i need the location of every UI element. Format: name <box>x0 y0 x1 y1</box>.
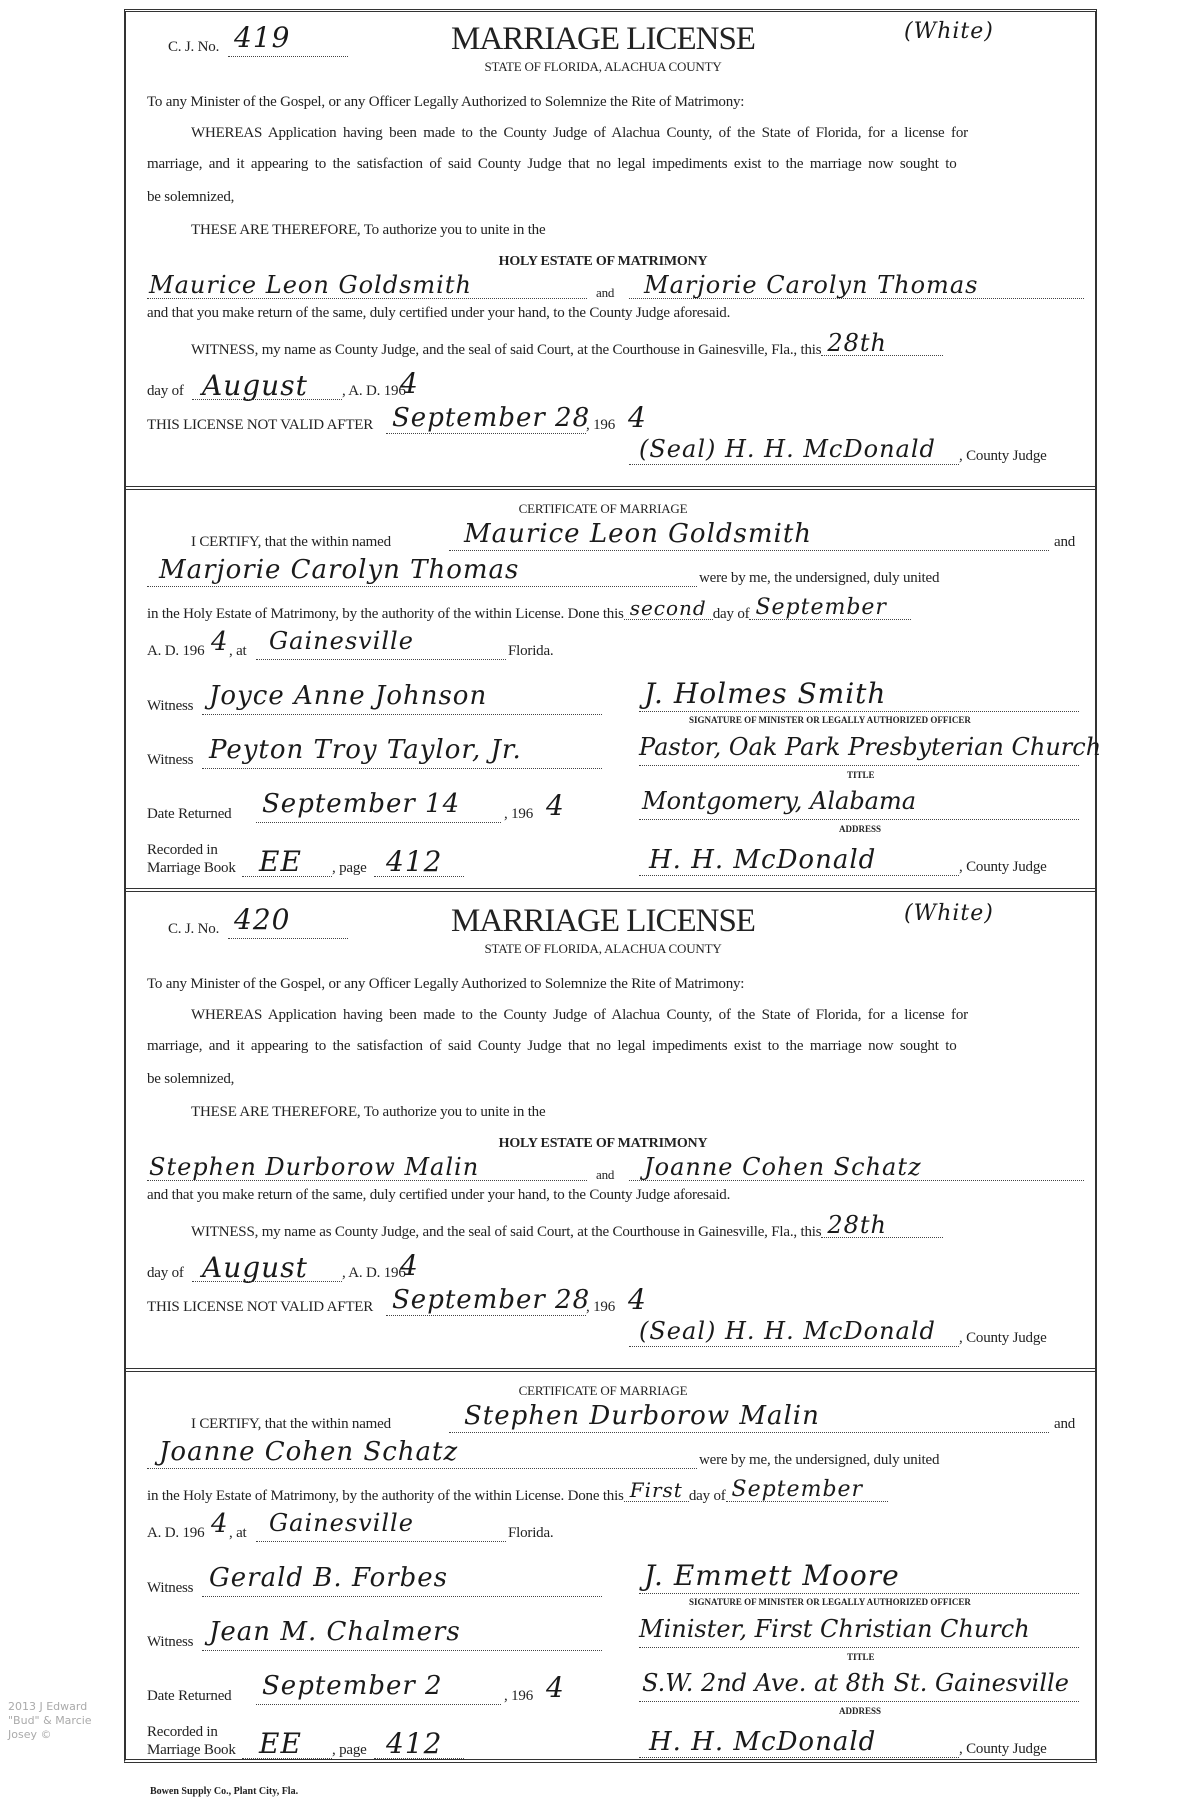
officiant-signature: J. Holmes Smith <box>644 677 887 710</box>
page-value: 412 <box>386 845 443 878</box>
cj-no-value: 420 <box>234 903 291 936</box>
certificate-title: CERTIFICATE OF MARRIAGE <box>518 501 688 516</box>
fill-line <box>386 433 586 434</box>
fill-line <box>449 550 1049 551</box>
issue-day: 28th <box>827 329 888 357</box>
witness-label: Witness <box>147 1580 194 1596</box>
race-note: (White) <box>904 19 994 44</box>
license-divider <box>124 888 1097 892</box>
county-judge-label: , County Judge <box>959 859 1047 875</box>
done-this-line <box>147 597 911 623</box>
fill-line <box>256 1704 501 1705</box>
state-county: STATE OF FLORIDA, ALACHUA COUNTY <box>484 59 722 74</box>
returned-year: 4 <box>546 1671 565 1704</box>
marriage-book-label: Marriage Book <box>147 1742 236 1758</box>
certify-text: I CERTIFY, that the within named <box>191 534 391 550</box>
ad-label: , A. D. 196 <box>342 383 406 399</box>
holy-estate-clause: in the Holy Estate of Matrimony, by the authority of the within License. Done this <box>147 606 624 622</box>
ad-label: , A. D. 196 <box>342 1265 406 1281</box>
title-label: TITLE <box>847 1652 875 1662</box>
valid-year: 4 <box>628 401 647 434</box>
at-label: , at <box>229 643 247 659</box>
year-prefix: , 196 <box>586 1299 616 1315</box>
marriage-license-420 <box>124 891 1097 1771</box>
fill-line <box>202 1650 602 1651</box>
date-returned: September 14 <box>262 789 461 819</box>
year-prefix: , 196 <box>504 806 534 822</box>
ad-label: A. D. 196 <box>147 643 205 659</box>
whereas-text: marriage, and it appearing to the satisfaction of said County Judge that no legal impediments exist to the marriage now sought to <box>147 1038 957 1054</box>
fill-line <box>386 1315 586 1316</box>
whereas-text: be solemnized, <box>147 1071 235 1087</box>
judge-signature-2: H. H. McDonald <box>649 1727 877 1757</box>
page-label: , page <box>332 1742 367 1758</box>
cert-groom: Maurice Leon Goldsmith <box>464 519 813 549</box>
witness-2: Jean M. Chalmers <box>209 1617 461 1647</box>
county-judge-label: , County Judge <box>959 1741 1047 1757</box>
marriage-license-419 <box>124 9 1102 889</box>
valid-year: 4 <box>628 1283 647 1316</box>
whereas-text: WHEREAS Application having been made to the County Judge of Alachua County, of the State of Florida, for a license for <box>191 125 968 141</box>
judge-signature: (Seal) H. H. McDonald <box>639 1317 936 1345</box>
judge-signature-2: H. H. McDonald <box>649 845 877 875</box>
issue-month: August <box>202 1251 308 1284</box>
valid-until: September 28 <box>392 1285 591 1315</box>
officiant-signature: J. Emmett Moore <box>644 1559 900 1592</box>
witness-1: Joyce Anne Johnson <box>209 681 488 711</box>
fill-line <box>228 56 348 57</box>
fill-line <box>629 464 959 465</box>
fill-line <box>147 586 697 587</box>
page-label: , page <box>332 860 367 876</box>
cert-groom: Stephen Durborow Malin <box>464 1401 820 1431</box>
at-label: , at <box>229 1525 247 1541</box>
fill-line <box>624 1480 689 1502</box>
witness-clause-line <box>191 331 943 359</box>
witness-2: Peyton Troy Taylor, Jr. <box>209 735 522 765</box>
date-returned-label: Date Returned <box>147 806 232 822</box>
title-label: TITLE <box>847 770 875 780</box>
race-note: (White) <box>904 901 994 926</box>
witness-1: Gerald B. Forbes <box>209 1563 449 1593</box>
copyright-watermark: 2013 J Edward "Bud" & Marcie Josey © <box>8 1700 92 1741</box>
done-month: September <box>731 1477 864 1502</box>
witness-clause-line <box>191 1213 943 1241</box>
signature-label: SIGNATURE OF MINISTER OR LEGALLY AUTHORIZED OFFICER <box>689 1597 971 1607</box>
license-title: MARRIAGE LICENSE <box>451 903 755 939</box>
therefore-text: THESE ARE THEREFORE, To authorize you to unite in the <box>191 1104 546 1120</box>
address-line: To any Minister of the Gospel, or any Officer Legally Authorized to Solemnize the Rite of Matrimony: <box>147 94 745 110</box>
fill-line <box>629 1346 959 1347</box>
state-county: STATE OF FLORIDA, ALACHUA COUNTY <box>484 941 722 956</box>
printer-imprint: Bowen Supply Co., Plant City, Fla. <box>150 1786 299 1797</box>
witness-clause: WITNESS, my name as County Judge, and the seal of said Court, at the Courthouse in Gainesville, Fla., this <box>191 1224 822 1240</box>
book-value: EE <box>259 1727 302 1760</box>
fill-line <box>449 1432 1049 1433</box>
united-text: were by me, the undersigned, duly united <box>699 1452 940 1468</box>
fill-line <box>228 938 348 939</box>
valid-until: September 28 <box>392 403 591 433</box>
section-divider <box>124 1368 1097 1372</box>
done-this-line <box>147 1479 888 1505</box>
cert-bride: Marjorie Carolyn Thomas <box>159 555 520 585</box>
groom-name: Maurice Leon Goldsmith <box>149 271 472 299</box>
marriage-book-label: Marriage Book <box>147 860 236 876</box>
judge-signature: (Seal) H. H. McDonald <box>639 435 936 463</box>
fill-line <box>202 1596 602 1597</box>
address-label: ADDRESS <box>839 1706 882 1716</box>
county-judge-label: , County Judge <box>959 448 1047 464</box>
fill-line <box>256 1541 506 1542</box>
place: Gainesville <box>269 1509 414 1537</box>
witness-label: Witness <box>147 698 194 714</box>
and-text: and <box>596 285 615 300</box>
ad-label: A. D. 196 <box>147 1525 205 1541</box>
fill-line <box>821 331 943 356</box>
date-returned: September 2 <box>262 1671 443 1701</box>
section-divider <box>124 486 1097 490</box>
bride-name: Marjorie Carolyn Thomas <box>644 271 979 299</box>
holy-estate-clause: in the Holy Estate of Matrimony, by the authority of the within License. Done this <box>147 1488 624 1504</box>
cj-no-label: C. J. No. <box>168 921 220 937</box>
year-prefix: , 196 <box>504 1688 534 1704</box>
address-line: To any Minister of the Gospel, or any Officer Legally Authorized to Solemnize the Rite of Matrimony: <box>147 976 745 992</box>
fill-line <box>749 597 911 620</box>
fill-line <box>639 1757 959 1758</box>
day-of-label: day of <box>147 1265 184 1281</box>
day-of-label: day of <box>712 606 750 622</box>
officiant-address: S.W. 2nd Ave. at 8th St. Gainesville <box>642 1669 1069 1697</box>
fill-line <box>147 1468 697 1469</box>
fill-line <box>639 1593 1079 1594</box>
fill-line <box>821 1213 943 1238</box>
date-returned-label: Date Returned <box>147 1688 232 1704</box>
witness-label: Witness <box>147 1634 194 1650</box>
florida-label: Florida. <box>508 1525 554 1541</box>
place: Gainesville <box>269 627 414 655</box>
fill-line <box>639 819 1079 820</box>
officiant-address: Montgomery, Alabama <box>642 787 917 815</box>
day-of-label: day of <box>147 383 184 399</box>
whereas-text: be solemnized, <box>147 189 235 205</box>
fill-line <box>639 1701 1079 1702</box>
fill-line <box>639 875 959 876</box>
book-value: EE <box>259 845 302 878</box>
return-text: and that you make return of the same, duly certified under your hand, to the County Judge aforesaid. <box>147 1187 731 1203</box>
certify-text: I CERTIFY, that the within named <box>191 1416 391 1432</box>
fill-line <box>726 1479 888 1502</box>
witness-clause: WITNESS, my name as County Judge, and the seal of said Court, at the Courthouse in Gainesville, Fla., this <box>191 342 822 358</box>
and-text: and <box>1054 1416 1076 1432</box>
issue-day: 28th <box>827 1211 888 1239</box>
done-month: September <box>755 595 887 620</box>
return-text: and that you make return of the same, duly certified under your hand, to the County Judge aforesaid. <box>147 305 731 321</box>
cert-bride: Joanne Cohen Schatz <box>159 1437 459 1467</box>
issue-month: August <box>202 369 308 402</box>
address-label: ADDRESS <box>839 824 882 834</box>
fill-line <box>202 768 602 769</box>
therefore-text: THESE ARE THEREFORE, To authorize you to unite in the <box>191 222 546 238</box>
cj-no-label: C. J. No. <box>168 39 220 55</box>
issue-year: 4 <box>400 367 419 400</box>
year-prefix: , 196 <box>586 417 616 433</box>
holy-estate-heading: HOLY ESTATE OF MATRIMONY <box>498 254 708 269</box>
fill-line <box>202 714 602 715</box>
done-day: First <box>629 1478 683 1502</box>
fill-line <box>256 659 506 660</box>
issue-year: 4 <box>400 1249 419 1282</box>
county-judge-label: , County Judge <box>959 1330 1047 1346</box>
fill-line <box>256 822 501 823</box>
whereas-text: WHEREAS Application having been made to the County Judge of Alachua County, of the State of Florida, for a license for <box>191 1007 968 1023</box>
officiant-title: Pastor, Oak Park Presbyterian Church <box>639 733 1102 761</box>
fill-line <box>624 598 713 620</box>
license-title: MARRIAGE LICENSE <box>451 21 755 57</box>
whereas-text: marriage, and it appearing to the satisfaction of said County Judge that no legal impediments exist to the marriage now sought to <box>147 156 957 172</box>
fill-line <box>639 711 1079 712</box>
united-text: were by me, the undersigned, duly united <box>699 570 940 586</box>
holy-estate-heading: HOLY ESTATE OF MATRIMONY <box>498 1136 708 1151</box>
and-text: and <box>596 1167 615 1182</box>
certificate-title: CERTIFICATE OF MARRIAGE <box>518 1383 688 1398</box>
groom-name: Stephen Durborow Malin <box>149 1153 480 1181</box>
fill-line <box>639 765 1079 766</box>
recorded-in-label: Recorded in <box>147 1724 218 1740</box>
fill-line <box>639 1647 1079 1648</box>
signature-label: SIGNATURE OF MINISTER OR LEGALLY AUTHORIZED OFFICER <box>689 715 971 725</box>
returned-year: 4 <box>546 789 565 822</box>
not-valid-label: THIS LICENSE NOT VALID AFTER <box>147 417 374 433</box>
not-valid-label: THIS LICENSE NOT VALID AFTER <box>147 1299 374 1315</box>
page-value: 412 <box>386 1727 443 1760</box>
and-text: and <box>1054 534 1076 550</box>
recorded-in-label: Recorded in <box>147 842 218 858</box>
officiant-title: Minister, First Christian Church <box>639 1615 1030 1643</box>
done-year: 4 <box>211 627 229 657</box>
witness-label: Witness <box>147 752 194 768</box>
done-year: 4 <box>211 1509 229 1539</box>
bride-name: Joanne Cohen Schatz <box>644 1153 922 1181</box>
done-day: second <box>629 596 707 620</box>
florida-label: Florida. <box>508 643 554 659</box>
day-of-label: day of <box>688 1488 726 1504</box>
cj-no-value: 419 <box>234 21 291 54</box>
